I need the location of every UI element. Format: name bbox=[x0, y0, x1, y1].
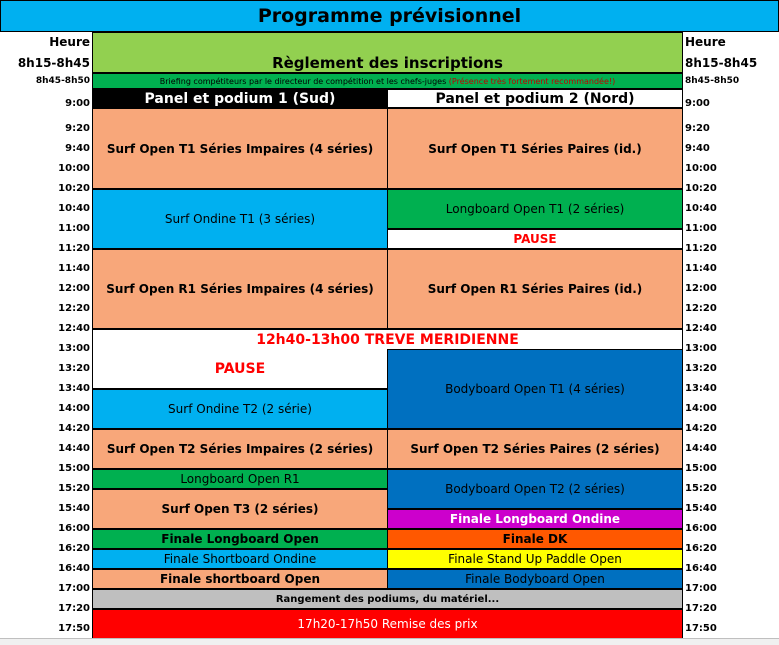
page-title: Programme prévisionnel bbox=[0, 0, 779, 32]
nord-bodyboard-t1 bbox=[387, 349, 683, 429]
nord-finale-dk-label: Finale DK bbox=[502, 532, 568, 546]
time-label-right: 13:00 bbox=[685, 342, 717, 354]
time-label-left: 10:40 bbox=[58, 202, 90, 214]
nord-open-t1 bbox=[387, 108, 683, 189]
nord-open-t2 bbox=[387, 429, 683, 469]
time-label-left: 11:00 bbox=[58, 222, 90, 234]
rangement-label: Rangement des podiums, du matériel... bbox=[275, 593, 500, 605]
sud-open-t3 bbox=[92, 489, 388, 529]
time-label-right: 13:20 bbox=[685, 362, 717, 374]
time-label-right: 17:50 bbox=[685, 622, 717, 634]
remise-label: 17h20-17h50 Remise des prix bbox=[297, 617, 478, 631]
heure-label-left: Heure bbox=[49, 35, 90, 49]
nord-pause-label: PAUSE bbox=[513, 232, 557, 246]
time-label-left: 12:20 bbox=[58, 302, 90, 314]
nord-open-r1-label: Surf Open R1 Séries Paires (id.) bbox=[427, 282, 643, 296]
sud-open-t3-label: Surf Open T3 (2 séries) bbox=[161, 502, 319, 516]
nord-longboard-t1 bbox=[387, 189, 683, 229]
nord-finale-bodyboard bbox=[387, 569, 683, 589]
time-label-right: 12:40 bbox=[685, 322, 717, 334]
time-label-right: 10:00 bbox=[685, 162, 717, 174]
sud-ondine-t2-label: Surf Ondine T2 (2 série) bbox=[168, 402, 312, 416]
time-label-right: 15:20 bbox=[685, 482, 717, 494]
rangement-row bbox=[92, 589, 683, 609]
time-label-right: 10:40 bbox=[685, 202, 717, 214]
time-8h15-right: 8h15-8h45 bbox=[685, 56, 758, 70]
time-label-right: 17:20 bbox=[685, 602, 717, 614]
time-label-left: 17:50 bbox=[58, 622, 90, 634]
time-label-left: 9:00 bbox=[65, 97, 90, 109]
time-label-left: 11:20 bbox=[58, 242, 90, 254]
time-label-right: 14:20 bbox=[685, 422, 717, 434]
nord-open-t1-label: Surf Open T1 Séries Paires (id.) bbox=[428, 141, 642, 156]
time-label-left: 13:20 bbox=[58, 362, 90, 374]
time-label-left: 16:40 bbox=[58, 562, 90, 574]
time-label-left: 17:20 bbox=[58, 602, 90, 614]
time-label-right: 15:40 bbox=[685, 502, 717, 514]
time-label-left: 10:00 bbox=[58, 162, 90, 174]
sud-pause-label: PAUSE bbox=[214, 360, 266, 377]
sud-open-t1 bbox=[92, 108, 388, 189]
time-label-left: 9:40 bbox=[65, 142, 90, 154]
sud-open-t2 bbox=[92, 429, 388, 469]
briefing-row bbox=[92, 73, 683, 89]
time-label-left: 13:40 bbox=[58, 382, 90, 394]
panel-sud-header bbox=[92, 89, 388, 108]
nord-finale-longboard-ondine bbox=[387, 509, 683, 529]
panel-nord-header bbox=[387, 89, 683, 108]
time-label-left: 13:00 bbox=[58, 342, 90, 354]
nord-finale-dk bbox=[387, 529, 683, 549]
time-label-left: 9:20 bbox=[65, 122, 90, 134]
nord-finale-sup bbox=[387, 549, 683, 569]
time-label-left: 14:40 bbox=[58, 442, 90, 454]
reglement-row bbox=[92, 32, 683, 73]
time-label-left: 14:00 bbox=[58, 402, 90, 414]
briefing-note: (Présence très fortement recommandée!) bbox=[448, 76, 616, 86]
nord-finale-bodyboard-label: Finale Bodyboard Open bbox=[465, 572, 605, 586]
sud-ondine-t2 bbox=[92, 389, 388, 429]
sheet-bottom-edge bbox=[0, 638, 779, 645]
sud-finale-shortboard-ondine bbox=[92, 549, 388, 569]
panel-sud-label: Panel et podium 1 (Sud) bbox=[144, 90, 336, 107]
nord-finale-sup-label: Finale Stand Up Paddle Open bbox=[448, 552, 622, 566]
time-label-left: 15:40 bbox=[58, 502, 90, 514]
time-label-right: 10:20 bbox=[685, 182, 717, 194]
nord-open-r1 bbox=[387, 249, 683, 329]
time-label-right: 14:40 bbox=[685, 442, 717, 454]
time-8h15-left: 8h15-8h45 bbox=[17, 56, 90, 70]
reglement-label: Règlement des inscriptions bbox=[272, 53, 503, 72]
time-label-left: 12:00 bbox=[58, 282, 90, 294]
time-8h45-left: 8h45-8h50 bbox=[35, 76, 90, 86]
sud-open-t1-label: Surf Open T1 Séries Impaires (4 séries) bbox=[106, 141, 374, 156]
time-label-right: 12:00 bbox=[685, 282, 717, 294]
time-label-left: 11:40 bbox=[58, 262, 90, 274]
time-label-right: 9:20 bbox=[685, 122, 710, 134]
sud-longboard-r1 bbox=[92, 469, 388, 489]
time-label-right: 14:00 bbox=[685, 402, 717, 414]
time-label-right: 12:20 bbox=[685, 302, 717, 314]
time-label-right: 9:40 bbox=[685, 142, 710, 154]
sud-pause bbox=[92, 349, 388, 389]
time-label-right: 11:20 bbox=[685, 242, 717, 254]
briefing-text: Briefing compétiteurs par le directeur de compétition et les chefs-juges bbox=[159, 76, 447, 86]
time-label-right: 15:00 bbox=[685, 462, 717, 474]
time-label-right: 16:20 bbox=[685, 542, 717, 554]
time-label-left: 10:20 bbox=[58, 182, 90, 194]
heure-label-right: Heure bbox=[685, 35, 726, 49]
nord-open-t2-label: Surf Open T2 Séries Paires (2 séries) bbox=[410, 442, 660, 456]
time-label-left: 14:20 bbox=[58, 422, 90, 434]
nord-bodyboard-t2-label: Bodyboard Open T2 (2 séries) bbox=[445, 482, 625, 496]
treve-label: 12h40-13h00 TREVE MERIDIENNE bbox=[256, 331, 519, 348]
sud-finale-shortboard-ondine-label: Finale Shortboard Ondine bbox=[163, 552, 317, 566]
time-8h45-right: 8h45-8h50 bbox=[685, 76, 740, 86]
remise-row bbox=[92, 609, 683, 639]
sud-longboard-r1-label: Longboard Open R1 bbox=[180, 472, 300, 486]
panel-nord-label: Panel et podium 2 (Nord) bbox=[435, 90, 635, 107]
time-label-left: 16:20 bbox=[58, 542, 90, 554]
nord-bodyboard-t2 bbox=[387, 469, 683, 509]
time-label-right: 9:00 bbox=[685, 97, 710, 109]
sud-open-t2-label: Surf Open T2 Séries Impaires (2 séries) bbox=[106, 442, 374, 456]
treve-meridienne bbox=[92, 329, 683, 349]
time-label-right: 16:40 bbox=[685, 562, 717, 574]
sud-finale-longboard bbox=[92, 529, 388, 549]
sud-finale-longboard-label: Finale Longboard Open bbox=[161, 532, 319, 546]
nord-longboard-t1-label: Longboard Open T1 (2 séries) bbox=[445, 202, 625, 216]
sud-ondine-t1 bbox=[92, 189, 388, 249]
time-label-right: 16:00 bbox=[685, 522, 717, 534]
time-label-right: 11:00 bbox=[685, 222, 717, 234]
time-label-left: 15:20 bbox=[58, 482, 90, 494]
time-label-left: 15:00 bbox=[58, 462, 90, 474]
sud-finale-shortboard-open-label: Finale shortboard Open bbox=[159, 572, 321, 586]
nord-finale-longboard-ondine-label: Finale Longboard Ondine bbox=[449, 512, 621, 526]
time-label-left: 12:40 bbox=[58, 322, 90, 334]
time-label-right: 11:40 bbox=[685, 262, 717, 274]
time-label-right: 17:00 bbox=[685, 582, 717, 594]
time-label-right: 13:40 bbox=[685, 382, 717, 394]
time-label-left: 16:00 bbox=[58, 522, 90, 534]
nord-pause bbox=[387, 229, 683, 249]
time-label-left: 17:00 bbox=[58, 582, 90, 594]
sud-finale-shortboard-open bbox=[92, 569, 388, 589]
sud-open-r1-label: Surf Open R1 Séries Impaires (4 séries) bbox=[106, 282, 374, 296]
nord-bodyboard-t1-label: Bodyboard Open T1 (4 séries) bbox=[445, 382, 625, 396]
sud-open-r1 bbox=[92, 249, 388, 329]
sud-ondine-t1-label: Surf Ondine T1 (3 séries) bbox=[164, 212, 316, 226]
